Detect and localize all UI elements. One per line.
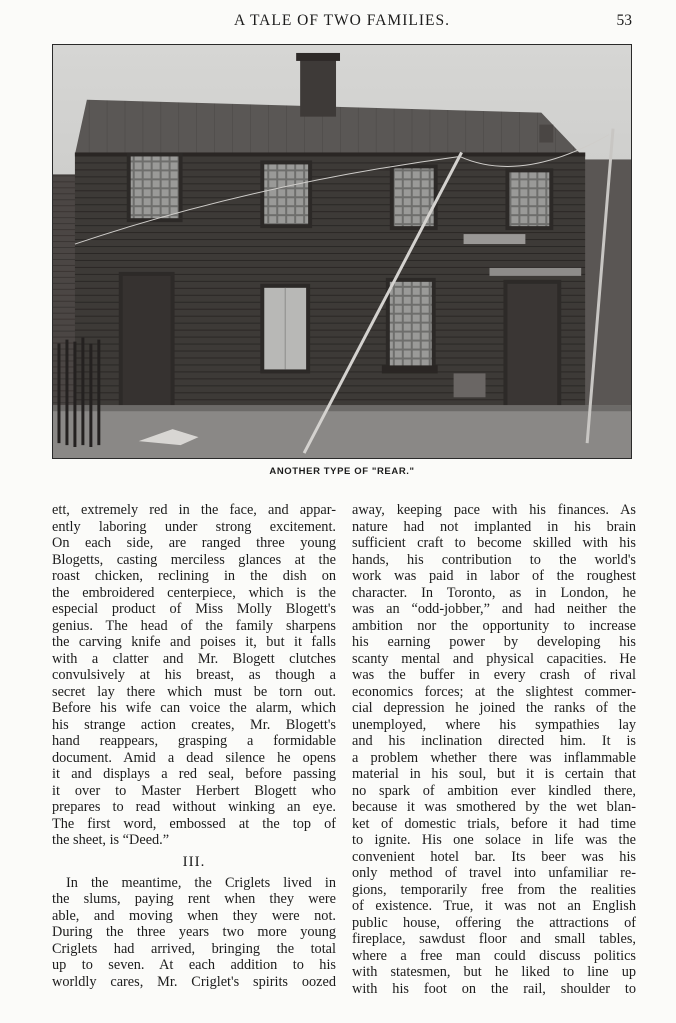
text-line: up to seven. At each addition to his — [52, 957, 336, 973]
text-line: his earning power by developing his — [352, 634, 636, 650]
left-column — [52, 502, 336, 990]
section-heading: III. — [182, 853, 206, 870]
text-line: it and displays a red seal, before passing — [52, 766, 336, 782]
text-line: especial product of Miss Molly Blogett's — [52, 601, 336, 617]
text-line: convulsively at his breast, as though a — [52, 667, 336, 683]
text-line: with statesmen, but he liked to line up — [352, 964, 636, 980]
text-line: work was paid in labor of the roughest — [352, 568, 636, 584]
text-line: Before his wife can voice the alarm, which — [52, 700, 336, 716]
text-line: secret lay there which must be torn out. — [52, 683, 336, 700]
text-line: ently laboring under strong excitement. — [52, 518, 336, 535]
text-line: scanty mental and physical capacities. He — [352, 650, 636, 667]
text-line: away, keeping pace with his finances. As — [352, 502, 636, 518]
text-line: the sheet, is “Deed.” — [52, 832, 170, 848]
left-paragraph-continued — [52, 502, 336, 849]
running-header — [52, 12, 632, 34]
text-line: was an “odd-jobber,” and had neither the — [352, 601, 636, 617]
right-paragraph — [352, 502, 636, 997]
text-line: cial depression he joined the ranks of the — [352, 700, 636, 716]
house-photograph-image — [53, 45, 631, 458]
text-line: document. Amid a dead silence he opens — [52, 749, 336, 766]
text-line: ett, extremely red in the face, and appar- — [52, 502, 336, 518]
text-line: Criglets had arrived, bringing the total — [52, 940, 336, 957]
running-title: A TALE OF TWO FAMILIES. — [234, 12, 450, 29]
text-line: Blogetts, casting merciless glances at the — [52, 551, 336, 568]
text-line: with his foot on the rail, shoulder to — [352, 980, 636, 997]
text-line: it over to Master Herbert Blogett who — [52, 782, 336, 799]
text-line: a problem whether there was inflammable — [352, 749, 636, 766]
text-line: with a clatter and Mr. Blogett clutches — [52, 650, 336, 667]
right-column — [352, 502, 636, 997]
text-line: fireplace, sawdust floor and small tables, — [352, 931, 636, 947]
text-line: the carving knife and poises it, but it falls — [52, 634, 336, 650]
text-line: was the buffer in every crash of rival — [352, 667, 636, 683]
text-line: where a free man could discuss politics — [352, 947, 636, 964]
text-line: prepares to read without winking an eye. — [52, 799, 336, 815]
text-line: During the three years two more young — [52, 924, 336, 940]
text-line: only method of travel into unfamiliar re- — [352, 865, 636, 881]
text-line: The first word, embossed at the top of — [52, 815, 336, 832]
text-line: ambition nor the opportunity to increase — [352, 617, 636, 634]
text-line: In the meantime, the Criglets lived in — [66, 874, 336, 891]
text-line: worldly cares, Mr. Criglet's spirits oozed — [52, 973, 336, 990]
figure-caption: ANOTHER TYPE OF "REAR." — [269, 466, 415, 477]
text-line: because it was smothered by the wet blan- — [352, 799, 636, 815]
house-photograph — [52, 44, 632, 459]
text-line: genius. The head of the family sharpens — [52, 617, 336, 634]
text-line: the embroidered centerpiece, which is the — [52, 584, 336, 601]
text-line: material in his soul, but it is certain that — [352, 766, 636, 782]
text-line: his strange action creates, Mr. Blogett's — [52, 716, 336, 733]
text-line: nature had not implanted in his brain — [352, 518, 636, 535]
page-number: 53 — [616, 12, 632, 29]
text-line: roast chicken, reclining in the dish on — [52, 568, 336, 584]
text-line: convenient hotel bar. Its beer was his — [352, 848, 636, 865]
text-line: ket of domestic trials, before it had time — [352, 815, 636, 832]
text-line: the slums, paying rent when they were — [52, 891, 336, 907]
text-line: sufficient craft to become skilled with his — [352, 535, 636, 551]
text-line: no spark of ambition ever kindled there, — [352, 782, 636, 799]
text-line: On each side, are ranged three young — [52, 535, 336, 551]
text-line: public house, offering the attractions of — [352, 914, 636, 931]
text-line: hand reappears, grasping a formidable — [52, 733, 336, 749]
text-line: character. In Toronto, as in London, he — [352, 584, 636, 601]
left-paragraph-section-iii — [52, 875, 336, 991]
text-line: gions, temporarily free from the realities — [352, 881, 636, 898]
text-line: and his inclination directed him. It is — [352, 733, 636, 749]
text-line: unemployed, where his sympathies lay — [352, 716, 636, 733]
text-line: of existence. True, it was not an English — [352, 898, 636, 914]
text-line: to ignite. His one solace in life was the — [352, 832, 636, 848]
text-line: able, and moving when they were not. — [52, 907, 336, 924]
text-line: hands, his contribution to the world's — [352, 551, 636, 568]
text-line: economics forces; at the slightest commer- — [352, 683, 636, 700]
